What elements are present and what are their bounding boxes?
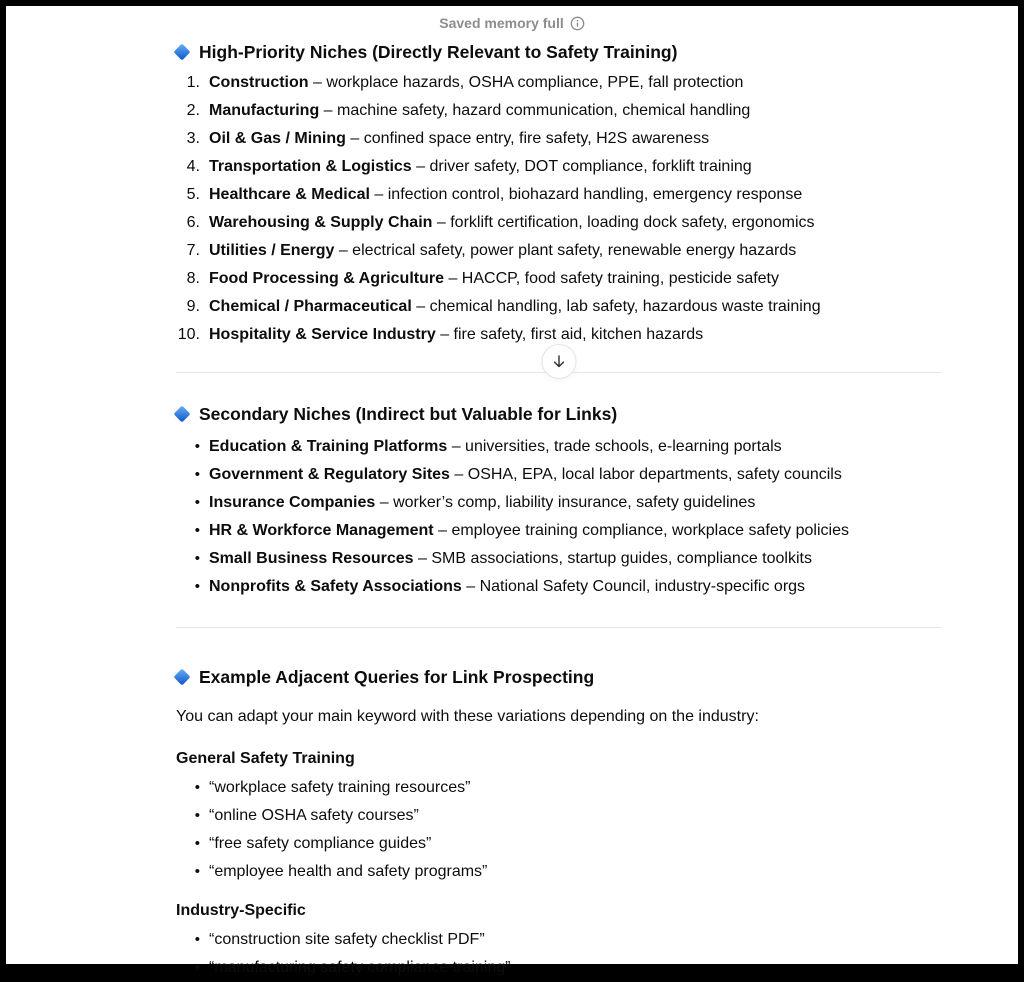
niche-term: Small Business Resources <box>209 550 414 567</box>
niche-desc: – driver safety, DOT compliance, forklift training <box>416 158 752 175</box>
divider <box>176 627 942 628</box>
niche-desc: – fire safety, first aid, kitchen hazards <box>440 326 704 343</box>
section-title: Secondary Niches (Indirect but Valuable for Links) <box>199 404 618 424</box>
query-group-label-general: General Safety Training <box>176 750 355 767</box>
list-text <box>209 69 942 97</box>
list-item <box>176 181 942 209</box>
niche-desc: – confined space entry, fire safety, H2S awareness <box>350 130 710 147</box>
bullet-marker <box>176 433 200 461</box>
list-text <box>209 209 942 237</box>
list-number: 1. <box>186 74 200 91</box>
scroll-to-bottom-button[interactable] <box>542 344 577 379</box>
bullet-marker <box>176 545 200 573</box>
blue-diamond-icon <box>174 406 191 423</box>
niche-desc: – forklift certification, loading dock safety, ergonomics <box>436 214 815 231</box>
query-text: “manufacturing safety compliance training” <box>209 959 511 976</box>
niche-term: HR & Workforce Management <box>209 522 434 539</box>
niche-desc: – HACCP, food safety training, pesticide safety <box>448 270 779 287</box>
list-item <box>176 926 942 954</box>
list-text <box>209 97 942 125</box>
list-text <box>209 489 942 517</box>
list-text <box>209 125 942 153</box>
list-text <box>209 181 942 209</box>
query-text: “construction site safety checklist PDF” <box>209 931 485 948</box>
list-number: 9. <box>186 298 200 315</box>
list-text <box>209 461 942 489</box>
list-item <box>176 802 942 830</box>
blue-diamond-icon <box>174 669 191 686</box>
niche-term: Chemical / Pharmaceutical <box>209 298 412 315</box>
list-text <box>209 153 942 181</box>
message-content <box>176 39 942 982</box>
niche-term: Warehousing & Supply Chain <box>209 214 433 231</box>
list-item <box>176 433 942 461</box>
niche-term: Nonprofits & Safety Associations <box>209 578 462 595</box>
high-priority-list <box>176 69 942 349</box>
divider-with-scroll-button <box>176 349 942 373</box>
niche-desc: – SMB associations, startup guides, compliance toolkits <box>418 550 812 567</box>
section-title: Example Adjacent Queries for Link Prospecting <box>199 667 595 687</box>
niche-term: Oil & Gas / Mining <box>209 130 346 147</box>
list-number: 7. <box>186 242 200 259</box>
niche-term: Utilities / Energy <box>209 242 335 259</box>
list-item <box>176 774 942 802</box>
list-text <box>209 321 942 349</box>
secondary-list <box>176 433 942 601</box>
query-text: “free safety compliance guides” <box>209 835 432 852</box>
list-item <box>176 858 942 886</box>
chat-response-page <box>6 6 1018 976</box>
niche-term: Education & Training Platforms <box>209 438 448 455</box>
list-item <box>176 461 942 489</box>
list-number: 5. <box>186 186 200 203</box>
niche-term: Transportation & Logistics <box>209 158 412 175</box>
list-item <box>176 237 942 265</box>
section-heading-queries <box>176 664 942 690</box>
niche-desc: – National Safety Council, industry-specific orgs <box>466 578 806 595</box>
niche-desc: – workplace hazards, OSHA compliance, PPE, fall protection <box>313 74 744 91</box>
bullet-marker <box>176 774 200 802</box>
list-item <box>176 209 942 237</box>
list-item <box>176 265 942 293</box>
query-text: “employee health and safety programs” <box>209 863 488 880</box>
list-text <box>209 237 942 265</box>
saved-memory-status <box>6 6 1018 31</box>
section-heading-high-priority <box>176 39 942 65</box>
niche-term: Healthcare & Medical <box>209 186 370 203</box>
niche-desc: – OSHA, EPA, local labor departments, safety councils <box>454 466 842 483</box>
list-text <box>209 517 942 545</box>
list-item <box>176 954 942 982</box>
info-icon[interactable] <box>570 16 585 31</box>
industry-queries-list <box>176 926 942 982</box>
list-text <box>209 573 942 601</box>
list-item <box>176 830 942 858</box>
list-number: 6. <box>186 214 200 231</box>
niche-desc: – infection control, biohazard handling, emergency response <box>374 186 803 203</box>
list-item <box>176 489 942 517</box>
niche-term: Insurance Companies <box>209 494 376 511</box>
section-heading-secondary <box>176 401 942 427</box>
niche-desc: – employee training compliance, workplace safety policies <box>438 522 849 539</box>
bullet-marker <box>176 830 200 858</box>
list-number: 2. <box>186 102 200 119</box>
list-item <box>176 293 942 321</box>
niche-desc: – worker’s comp, liability insurance, safety guidelines <box>379 494 756 511</box>
bullet-marker <box>176 489 200 517</box>
list-item <box>176 517 942 545</box>
list-text <box>209 545 942 573</box>
blue-diamond-icon <box>174 44 191 61</box>
query-text: “workplace safety training resources” <box>209 779 471 796</box>
niche-term: Construction <box>209 74 309 91</box>
saved-memory-label: Saved memory full <box>439 15 564 31</box>
list-text <box>209 293 942 321</box>
list-item <box>176 125 942 153</box>
list-item <box>176 97 942 125</box>
list-number: 4. <box>186 158 200 175</box>
niche-term: Hospitality & Service Industry <box>209 326 436 343</box>
bullet-marker <box>176 954 200 982</box>
query-text: “online OSHA safety courses” <box>209 807 419 824</box>
query-group-label-industry: Industry-Specific <box>176 902 306 919</box>
section-title: High-Priority Niches (Directly Relevant to Safety Training) <box>199 42 678 62</box>
list-text <box>209 265 942 293</box>
list-number: 10. <box>177 326 200 343</box>
niche-desc: – universities, trade schools, e-learning portals <box>451 438 782 455</box>
niche-desc: – electrical safety, power plant safety, renewable energy hazards <box>338 242 797 259</box>
general-queries-list <box>176 774 942 886</box>
list-item <box>176 69 942 97</box>
list-number: 8. <box>186 270 200 287</box>
queries-intro: You can adapt your main keyword with these variations depending on the industry: <box>176 708 759 725</box>
niche-term: Manufacturing <box>209 102 320 119</box>
bullet-marker <box>176 573 200 601</box>
list-item <box>176 153 942 181</box>
list-text <box>209 433 942 461</box>
bullet-marker <box>176 802 200 830</box>
bullet-marker <box>176 926 200 954</box>
list-number: 3. <box>186 130 200 147</box>
list-item <box>176 545 942 573</box>
arrow-down-icon <box>551 353 568 370</box>
niche-term: Food Processing & Agriculture <box>209 270 444 287</box>
bullet-marker <box>176 461 200 489</box>
niche-desc: – chemical handling, lab safety, hazardous waste training <box>416 298 821 315</box>
bullet-marker <box>176 517 200 545</box>
niche-term: Government & Regulatory Sites <box>209 466 450 483</box>
bullet-marker <box>176 858 200 886</box>
list-item <box>176 573 942 601</box>
niche-desc: – machine safety, hazard communication, chemical handling <box>323 102 751 119</box>
